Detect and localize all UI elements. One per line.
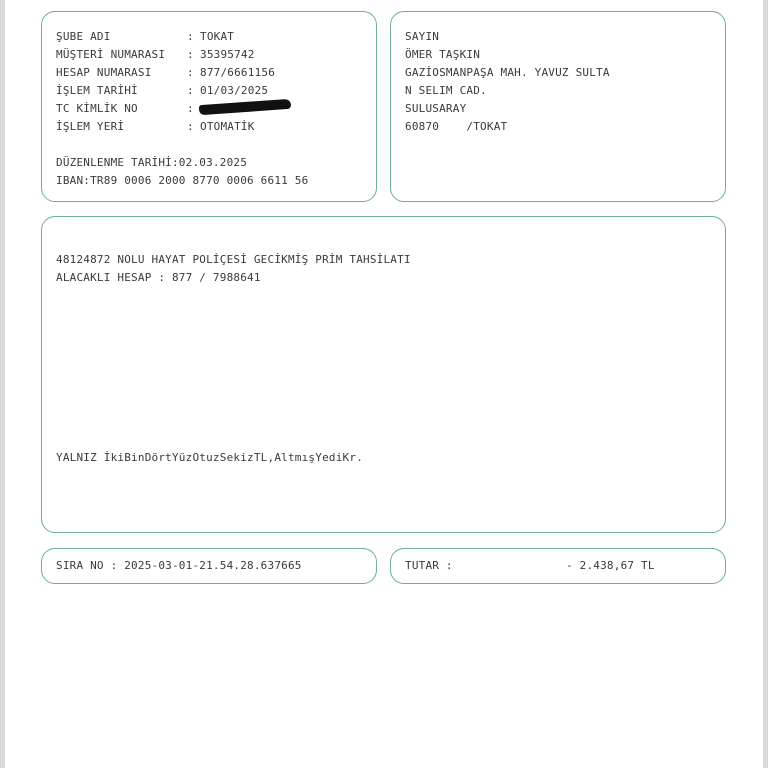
amount-in-words: YALNIZ İkiBinDörtYüzOtuzSekizTL,AltmışYediKr. [56, 451, 364, 464]
colon: : [187, 48, 194, 61]
account-number-value: 877/6661156 [200, 66, 276, 79]
customer-number-label: MÜŞTERİ NUMARASI [56, 48, 166, 61]
colon: : [187, 120, 194, 133]
total-label: TUTAR : [405, 559, 453, 572]
issue-date: DÜZENLENME TARİHİ:02.03.2025 [56, 156, 248, 169]
transaction-date-value: 01/03/2025 [200, 84, 269, 97]
colon: : [187, 66, 194, 79]
page-edge-right [763, 0, 768, 768]
branch-name-label: ŞUBE ADI [56, 30, 111, 43]
recipient-name: ÖMER TAŞKIN [405, 48, 481, 61]
colon: : [187, 84, 194, 97]
colon: : [187, 102, 194, 115]
redaction-mark [199, 99, 291, 115]
iban: IBAN:TR89 0006 2000 8770 0006 6611 56 [56, 174, 309, 187]
sequence-number: SIRA NO : 2025-03-01-21.54.28.637665 [56, 559, 302, 572]
description-line-1: 48124872 NOLU HAYAT POLİÇESİ GECİKMİŞ PRİM TAHSİLATI [56, 253, 411, 266]
transaction-description-box [41, 216, 726, 533]
customer-number-value: 35395742 [200, 48, 255, 61]
total-value: - 2.438,67 TL [566, 559, 655, 572]
total-amount-box [390, 548, 726, 584]
salutation: SAYIN [405, 30, 440, 43]
national-id-label: TC KİMLİK NO [56, 102, 138, 115]
page-edge-left [0, 0, 5, 768]
address-district: SULUSARAY [405, 102, 467, 115]
account-info-box [41, 11, 377, 202]
description-line-2: ALACAKLI HESAP : 877 / 7988641 [56, 271, 261, 284]
transaction-date-label: İŞLEM TARİHİ [56, 84, 138, 97]
recipient-address-box [390, 11, 726, 202]
transaction-place-value: OTOMATİK [200, 120, 255, 133]
branch-name-value: TOKAT [200, 30, 235, 43]
address-line-1: GAZİOSMANPAŞA MAH. YAVUZ SULTA [405, 66, 610, 79]
address-line-2: N SELIM CAD. [405, 84, 487, 97]
sequence-number-box [41, 548, 377, 584]
colon: : [187, 30, 194, 43]
account-number-label: HESAP NUMARASI [56, 66, 152, 79]
transaction-place-label: İŞLEM YERİ [56, 120, 125, 133]
address-postal-city: 60870 /TOKAT [405, 120, 508, 133]
